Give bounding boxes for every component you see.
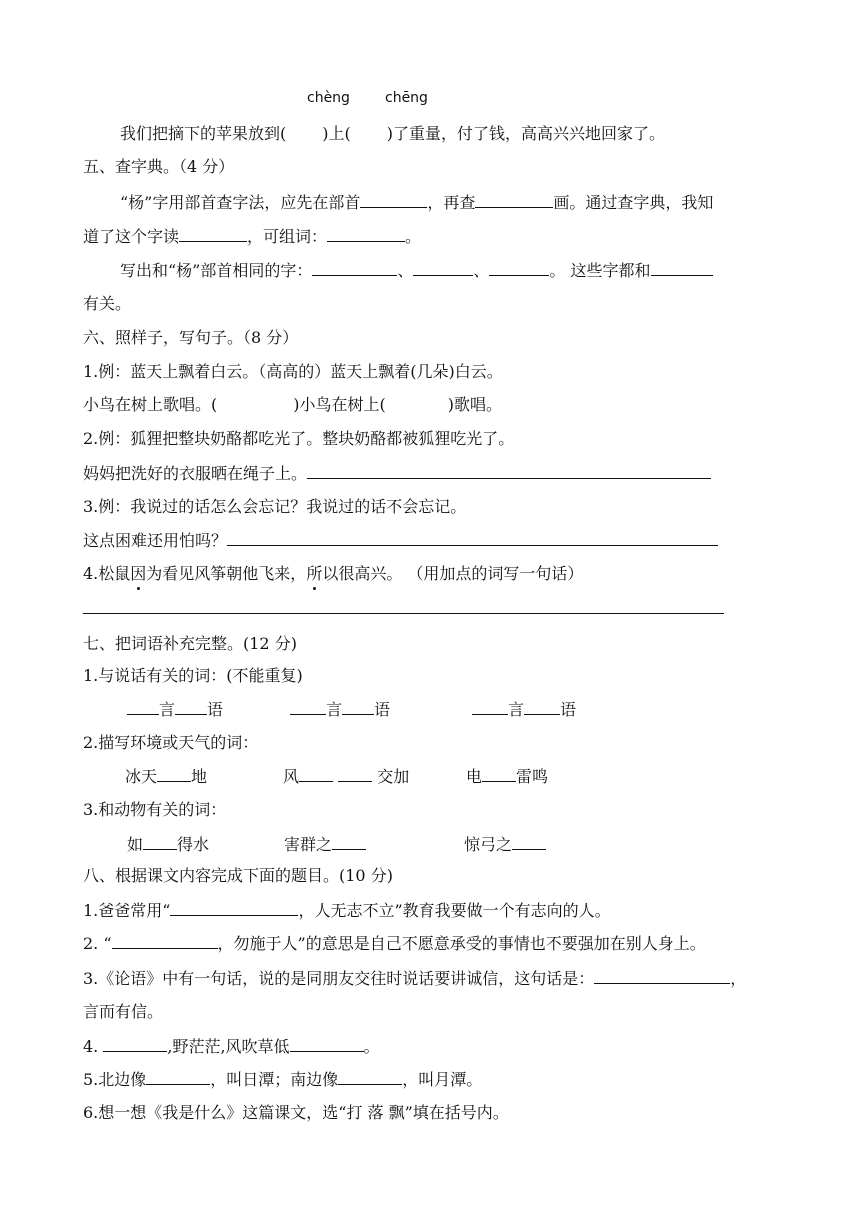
sec8-q3 bbox=[83, 968, 746, 989]
text: ， bbox=[730, 969, 747, 988]
apple-sentence bbox=[120, 124, 665, 144]
text: 语 bbox=[560, 700, 577, 719]
text: ，再查 bbox=[427, 193, 476, 212]
fill-blank[interactable] bbox=[327, 226, 405, 242]
dotted-char: 所 bbox=[306, 564, 323, 583]
fill-blank[interactable] bbox=[290, 1036, 364, 1052]
text: 。 bbox=[405, 227, 422, 246]
fill-blank[interactable] bbox=[170, 900, 298, 916]
text: 。 bbox=[363, 1037, 380, 1056]
idiom-blank-9 bbox=[464, 834, 546, 855]
fill-blank[interactable] bbox=[472, 699, 508, 715]
text: 。 这些字都和 bbox=[549, 261, 651, 280]
fill-blank[interactable] bbox=[360, 192, 427, 208]
fill-blank[interactable] bbox=[594, 968, 730, 984]
idiom-blank-1 bbox=[127, 699, 223, 720]
sec7-sub-3: 3.和动物有关的词： bbox=[83, 800, 227, 819]
text: 为看见风筝朝他飞来， bbox=[146, 564, 307, 583]
text: 风 bbox=[283, 767, 300, 786]
section-7-heading: 七、把词语补充完整。(12 分) bbox=[83, 634, 297, 653]
text: 3.《论语》中有一句话，说的是同朋友交往时说话要讲诚信，这句话是： bbox=[83, 969, 595, 988]
idiom-blank-5 bbox=[283, 766, 409, 787]
idiom-blank-7 bbox=[127, 834, 209, 855]
fill-blank[interactable] bbox=[524, 699, 560, 715]
text: 1.爸爸常用“ bbox=[83, 901, 171, 920]
text: ，叫日潭；南边像 bbox=[210, 1070, 339, 1089]
fill-blank[interactable] bbox=[512, 834, 546, 850]
fill-blank[interactable] bbox=[482, 766, 516, 782]
text: ，人无志不立”教育我要做一个有志向的人。 bbox=[298, 901, 611, 920]
text: 雷鸣 bbox=[516, 767, 549, 786]
idiom-blank-3 bbox=[472, 699, 576, 720]
pinyin-cheng4: chèng bbox=[307, 90, 350, 106]
text: 写出和“杨”部首相同的字： bbox=[120, 261, 313, 280]
text: 这点困难还用怕吗？ bbox=[83, 531, 228, 550]
section-8-heading: 八、根据课文内容完成下面的题目。(10 分) bbox=[83, 866, 393, 885]
text: ，勿施于人”的意思是自己不愿意承受的事情也不要强加在别人身上。 bbox=[217, 934, 706, 953]
text: 5.北边像 bbox=[83, 1070, 147, 1089]
sec8-q6: 6.想一想《我是什么》这篇课文，选“打 落 飘”填在括号内。 bbox=[83, 1103, 509, 1122]
fill-blank[interactable] bbox=[475, 192, 553, 208]
text: 、 bbox=[397, 261, 414, 280]
text: 电 bbox=[466, 767, 483, 786]
sec6-question-2 bbox=[83, 463, 711, 484]
text: 冰天 bbox=[125, 767, 158, 786]
text: ,野茫茫,风吹草低 bbox=[167, 1037, 290, 1056]
pinyin-cheng1: chēng bbox=[385, 90, 428, 106]
sec5-line1 bbox=[120, 192, 713, 213]
text: 言 bbox=[326, 700, 343, 719]
answer-line[interactable] bbox=[83, 613, 724, 614]
sec8-q2 bbox=[83, 933, 706, 954]
text: 道了这个字读 bbox=[83, 227, 180, 246]
text: 惊弓之 bbox=[464, 835, 513, 854]
sec5-line3 bbox=[120, 260, 713, 281]
text: 语 bbox=[207, 700, 224, 719]
fill-blank[interactable] bbox=[157, 766, 191, 782]
fill-blank[interactable] bbox=[338, 1069, 402, 1085]
sec6-example-4 bbox=[83, 564, 583, 584]
sec8-q4 bbox=[83, 1036, 380, 1057]
sec6-question-1 bbox=[83, 395, 502, 415]
fill-blank[interactable] bbox=[290, 699, 326, 715]
text: 4. bbox=[83, 1037, 104, 1056]
text: 小鸟在树上歌唱。( bbox=[83, 395, 218, 414]
text: 言 bbox=[508, 700, 525, 719]
sec6-example-1: 1.例：蓝天上飘着白云。（高高的）蓝天上飘着(几朵)白云。 bbox=[83, 362, 503, 381]
sec8-q1 bbox=[83, 900, 611, 921]
text: 交加 bbox=[377, 767, 410, 786]
text: 害群之 bbox=[284, 835, 333, 854]
sec7-sub-2: 2.描写环境或天气的词： bbox=[83, 733, 259, 752]
sec7-sub-1: 1.与说话有关的词：(不能重复) bbox=[83, 666, 303, 685]
fill-blank[interactable] bbox=[112, 933, 218, 949]
text: 妈妈把洗好的衣服晒在绳子上。 bbox=[83, 464, 308, 483]
fill-blank[interactable] bbox=[179, 226, 247, 242]
text: “杨”字用部首查字法，应先在部首 bbox=[120, 193, 361, 212]
sec6-question-3 bbox=[83, 530, 718, 551]
dotted-char: 因 bbox=[130, 564, 147, 583]
fill-blank[interactable] bbox=[651, 260, 713, 276]
text: 4.松鼠 bbox=[83, 564, 131, 583]
text: 地 bbox=[191, 767, 208, 786]
text: )上( bbox=[322, 124, 351, 143]
idiom-blank-2 bbox=[290, 699, 390, 720]
fill-blank[interactable] bbox=[175, 699, 207, 715]
sec6-example-3: 3.例：我说过的话怎么会忘记？我说过的话不会忘记。 bbox=[83, 497, 467, 516]
text: )歌唱。 bbox=[447, 395, 502, 414]
fill-blank[interactable] bbox=[127, 699, 159, 715]
idiom-blank-4 bbox=[125, 766, 207, 787]
text: 2. “ bbox=[83, 934, 112, 953]
fill-blank[interactable] bbox=[299, 766, 333, 782]
fill-blank[interactable] bbox=[489, 260, 549, 276]
text: 、 bbox=[473, 261, 490, 280]
text: )了重量，付了钱，高高兴兴地回家了。 bbox=[386, 124, 665, 143]
text: 言 bbox=[159, 700, 176, 719]
text: ，叫月潭。 bbox=[402, 1070, 483, 1089]
text: )小鸟在树上( bbox=[293, 395, 386, 414]
fill-blank[interactable] bbox=[338, 766, 372, 782]
text: 我们把摘下的苹果放到( bbox=[120, 124, 287, 143]
text: 画。通过查字典，我知 bbox=[553, 193, 714, 212]
fill-blank[interactable] bbox=[332, 834, 366, 850]
fill-blank[interactable] bbox=[143, 834, 177, 850]
text: ，可组词： bbox=[247, 227, 328, 246]
text: 以很高兴。 （用加点的词写一句话） bbox=[322, 564, 584, 583]
text: 如 bbox=[127, 835, 144, 854]
fill-blank[interactable] bbox=[312, 260, 397, 276]
text: 得水 bbox=[177, 835, 210, 854]
sec6-example-2: 2.例：狐狸把整块奶酪都吃光了。整块奶酪都被狐狸吃光了。 bbox=[83, 429, 515, 448]
section-5-heading: 五、查字典。（4 分） bbox=[83, 157, 235, 176]
sec5-line4: 有关。 bbox=[83, 294, 132, 313]
section-6-heading: 六、照样子，写句子。（8 分） bbox=[83, 328, 299, 347]
text: 语 bbox=[374, 700, 391, 719]
fill-blank[interactable] bbox=[413, 260, 473, 276]
sec8-q3-cont: 言而有信。 bbox=[83, 1002, 164, 1021]
idiom-blank-8 bbox=[284, 834, 366, 855]
answer-line[interactable] bbox=[227, 530, 718, 546]
idiom-blank-6 bbox=[466, 766, 548, 787]
fill-blank[interactable] bbox=[103, 1036, 167, 1052]
sec8-q5 bbox=[83, 1069, 482, 1090]
fill-blank[interactable] bbox=[342, 699, 374, 715]
sec5-line2 bbox=[83, 226, 421, 247]
answer-line[interactable] bbox=[307, 463, 711, 479]
fill-blank[interactable] bbox=[146, 1069, 210, 1085]
